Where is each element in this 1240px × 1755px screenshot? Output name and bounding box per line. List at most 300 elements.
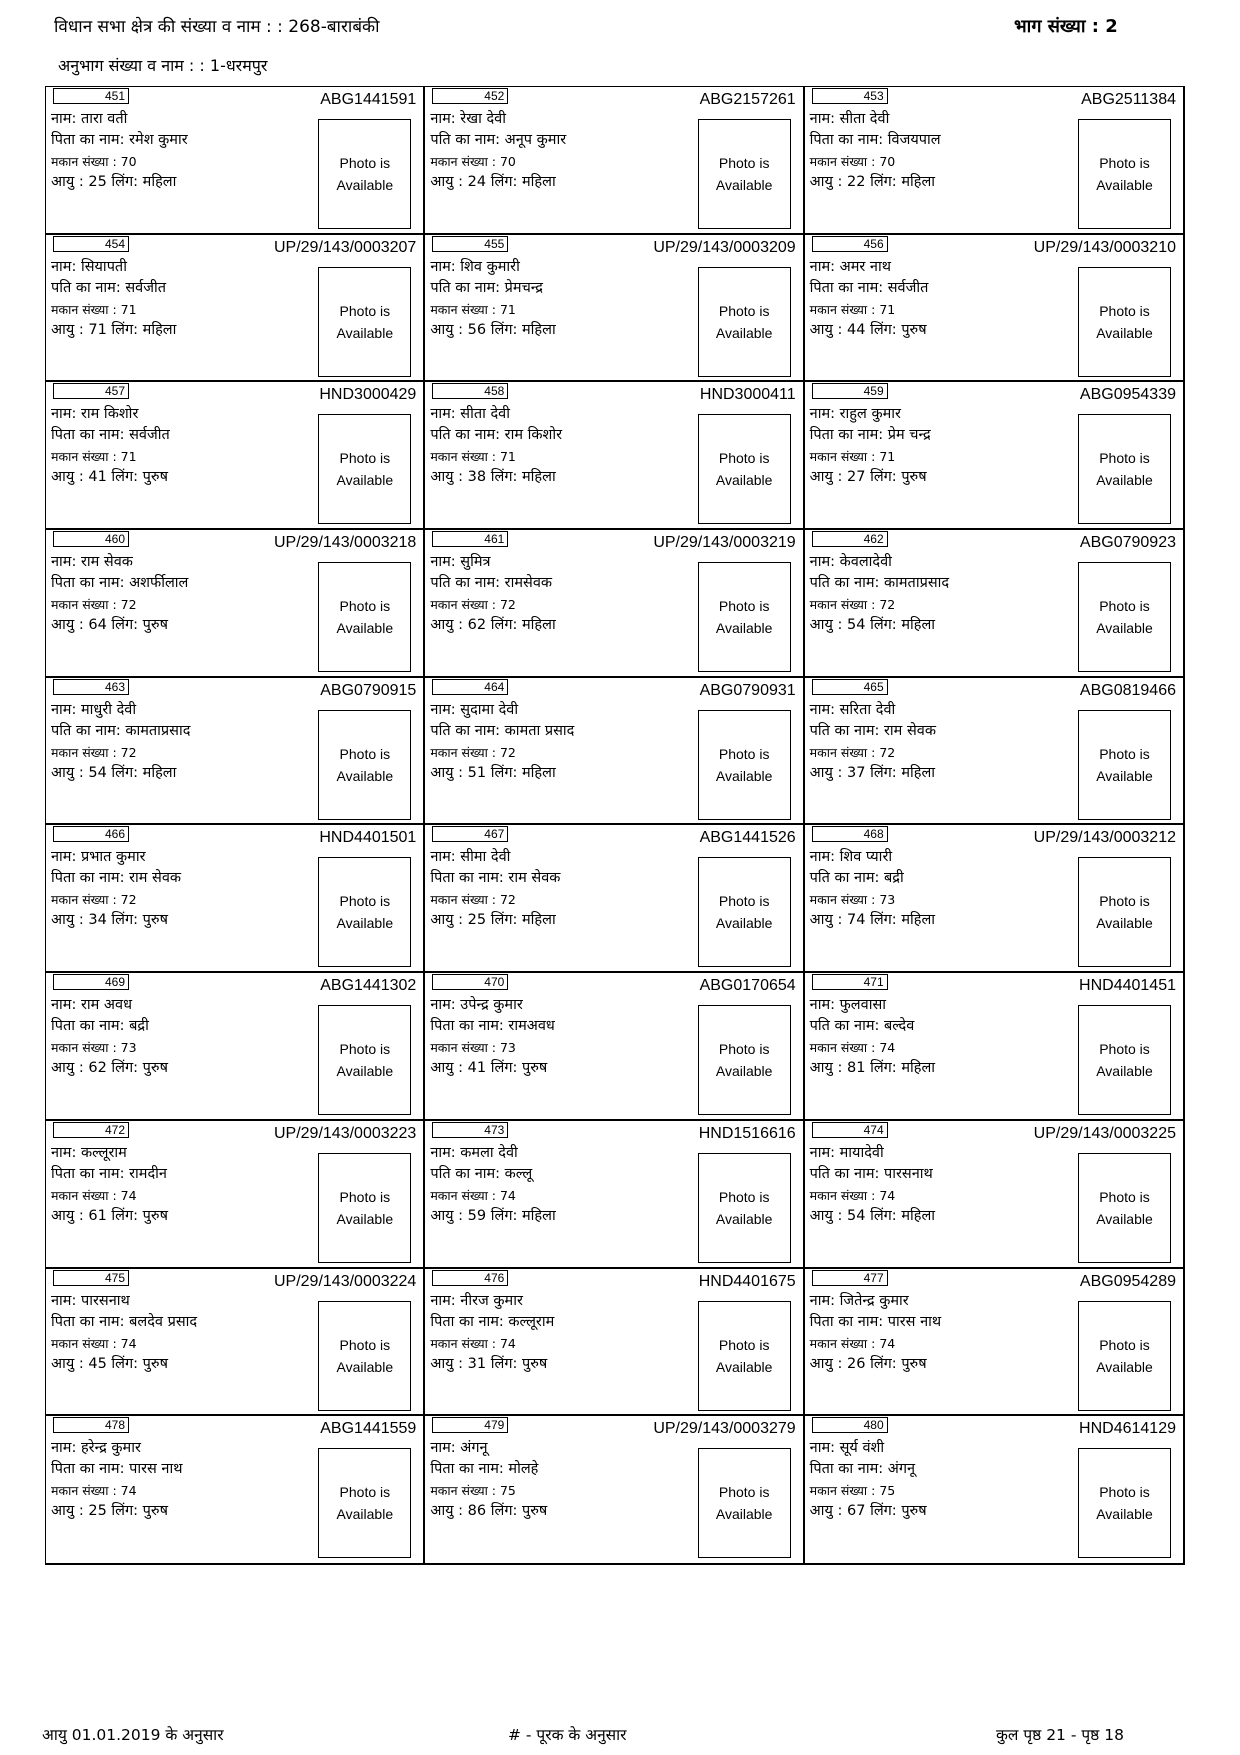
house-label: मकान संख्या :: [51, 892, 117, 908]
relation-label: पिता का नाम:: [51, 1313, 125, 1330]
age-label: आयु :: [430, 321, 464, 338]
house-number: 73: [499, 1040, 516, 1056]
name-label: नाम:: [51, 111, 77, 127]
relation-label: पति का नाम:: [430, 575, 501, 592]
age-label: आयु :: [809, 1207, 843, 1224]
voter-grid: [45, 86, 1185, 1565]
house-line: [51, 594, 188, 615]
name-label: नाम:: [51, 406, 77, 423]
relative-line: [51, 721, 190, 742]
voter-name: कमला देवी: [460, 1144, 518, 1161]
voter-details: [51, 109, 188, 193]
relative-line: [51, 1016, 168, 1037]
serial-number: 472: [53, 1122, 129, 1138]
house-line: [430, 1480, 547, 1501]
gender-label: लिंग:: [870, 764, 897, 781]
age-gender-line: [51, 1206, 168, 1227]
name-line: [810, 1438, 927, 1459]
house-number: 71: [879, 449, 896, 465]
voter-card: [425, 1121, 804, 1269]
age-gender-line: [51, 763, 190, 784]
gender-value: पुरुष: [521, 1355, 548, 1372]
epic-number: ABG0790915: [320, 681, 417, 699]
house-number: 74: [879, 1335, 896, 1351]
photo-text-line1: Photo is: [718, 598, 770, 615]
house-line: [430, 151, 566, 172]
section-title: अनुभाग संख्या व नाम : : 1-धरमपुर: [58, 56, 268, 75]
voter-name: फुलवासा: [839, 997, 887, 1014]
relation-label: पति का नाम:: [809, 722, 880, 739]
age-value: 54: [847, 1207, 866, 1224]
age-gender-line: [810, 1206, 935, 1227]
voter-card: [425, 1416, 804, 1564]
voter-card: [805, 973, 1184, 1121]
house-line: [430, 594, 555, 615]
photo-placeholder: [698, 857, 791, 967]
voter-details: [810, 1143, 935, 1227]
voter-card: [805, 1269, 1184, 1417]
age-gender-line: [430, 763, 574, 784]
house-line: [430, 1333, 554, 1354]
relative-line: [430, 1016, 555, 1037]
age-label: आयु :: [430, 1355, 464, 1372]
gender-value: पुरुष: [142, 1207, 168, 1224]
relation-label: पति का नाम:: [430, 279, 501, 296]
age-label: आयु :: [51, 1503, 84, 1520]
house-label: मकान संख्या :: [51, 744, 117, 760]
photo-placeholder: [1078, 857, 1171, 967]
age-value: 56: [467, 321, 487, 338]
age-value: 61: [88, 1207, 107, 1224]
photo-text-line2: Available: [1096, 324, 1153, 341]
gender-label: लिंग:: [490, 912, 518, 929]
relation-label: पति का नाम:: [51, 722, 121, 739]
name-label: नाम:: [430, 997, 456, 1014]
voter-card: [425, 825, 804, 973]
house-label: मकान संख्या :: [430, 1187, 496, 1203]
house-line: [810, 889, 935, 910]
age-value: 31: [467, 1355, 487, 1372]
age-gender-line: [430, 1354, 554, 1375]
name-line: [810, 404, 931, 425]
relation-label: पिता का नाम:: [809, 279, 884, 296]
voter-details: [430, 404, 562, 488]
age-value: 41: [467, 1060, 487, 1077]
voter-name: जितेन्द्र कुमार: [839, 1292, 909, 1309]
photo-text-line1: Photo is: [718, 1041, 770, 1058]
name-label: नाम:: [809, 701, 836, 718]
name-label: नाम:: [51, 1292, 77, 1309]
gender-value: महिला: [901, 174, 936, 190]
house-label: मकान संख्या :: [430, 154, 496, 169]
age-value: 22: [847, 174, 866, 190]
house-number: 72: [499, 597, 516, 613]
gender-value: महिला: [901, 1207, 936, 1224]
voter-name: सियापती: [80, 258, 127, 275]
age-gender-line: [810, 763, 936, 784]
photo-text-line2: Available: [1096, 620, 1153, 637]
relative-name: राम सेवक: [884, 722, 936, 739]
relation-label: पति का नाम:: [430, 722, 501, 739]
house-number: 75: [879, 1483, 896, 1499]
epic-number: HND4401501: [319, 829, 417, 847]
serial-number: 478: [53, 1417, 129, 1433]
photo-placeholder: [1078, 414, 1171, 524]
photo-placeholder: [318, 1153, 411, 1263]
age-gender-line: [810, 1058, 935, 1079]
gender-value: पुरुष: [901, 1503, 927, 1520]
voter-name: सरिता देवी: [839, 701, 896, 718]
age-value: 38: [467, 469, 487, 486]
serial-number: 479: [432, 1417, 508, 1433]
voter-card: [46, 825, 425, 973]
house-label: मकान संख्या :: [51, 449, 117, 465]
serial-number: 458: [432, 383, 508, 399]
relative-name: अंगनू: [887, 1461, 916, 1478]
gender-value: पुरुष: [142, 617, 168, 634]
photo-placeholder: [698, 414, 791, 524]
part-number: भाग संख्या : 2: [1014, 16, 1118, 37]
voter-details: [430, 552, 555, 636]
voter-name: रेखा देवी: [460, 111, 506, 127]
photo-text-line1: Photo is: [339, 1188, 391, 1205]
relative-name: प्रेम चन्द्र: [887, 427, 931, 444]
epic-number: UP/29/143/0003225: [1033, 1124, 1176, 1142]
name-label: नाम:: [809, 997, 836, 1014]
serial-number: 454: [53, 236, 129, 252]
name-label: नाम:: [430, 111, 456, 127]
name-line: [430, 995, 555, 1016]
name-line: [51, 1291, 197, 1312]
page-info: कुल पृष्ठ 21 - पृष्ठ 18: [996, 1726, 1124, 1744]
relative-name: रामदीन: [129, 1165, 167, 1182]
age-label: आयु :: [809, 764, 843, 781]
photo-placeholder: [1078, 710, 1171, 820]
house-number: 74: [120, 1483, 137, 1499]
photo-placeholder: [698, 1005, 791, 1115]
house-line: [430, 299, 555, 320]
house-line: [430, 742, 574, 763]
relative-name: अनूप कुमार: [504, 132, 567, 148]
epic-number: UP/29/143/0003218: [273, 534, 417, 552]
house-label: मकान संख्या :: [51, 154, 117, 169]
photo-text-line1: Photo is: [339, 598, 391, 615]
epic-number: ABG0790931: [699, 681, 796, 699]
voter-card: [46, 1269, 425, 1417]
photo-text-line1: Photo is: [1099, 893, 1150, 910]
gender-label: लिंग:: [490, 469, 518, 486]
name-line: [51, 1438, 183, 1459]
house-number: 73: [120, 1040, 137, 1056]
relative-name: बल्देव: [884, 1018, 915, 1035]
house-number: 72: [879, 597, 896, 613]
age-value: 67: [847, 1503, 866, 1520]
relation-label: पिता का नाम:: [51, 1461, 125, 1478]
name-label: नाम:: [430, 406, 456, 423]
gender-value: महिला: [521, 321, 556, 338]
voter-card: [805, 235, 1184, 383]
serial-number: 465: [812, 679, 888, 695]
voter-details: [810, 257, 929, 341]
name-line: [51, 700, 190, 721]
gender-value: महिला: [521, 174, 556, 190]
age-label: आयु :: [51, 1207, 84, 1224]
epic-number: UP/29/143/0003209: [653, 238, 796, 256]
relative-name: सर्वजीत: [887, 279, 929, 296]
serial-number: 451: [53, 88, 129, 104]
photo-text-line2: Available: [715, 1063, 773, 1080]
age-gender-line: [810, 320, 929, 341]
age-label: आयु :: [51, 764, 84, 781]
photo-text-line1: Photo is: [339, 155, 391, 171]
gender-label: लिंग:: [870, 912, 897, 929]
name-label: नाम:: [51, 1440, 77, 1457]
name-line: [810, 552, 949, 573]
age-reference-note: आयु 01.01.2019 के अनुसार: [42, 1726, 224, 1744]
photo-text-line1: Photo is: [718, 302, 770, 319]
photo-placeholder: [698, 1301, 791, 1411]
photo-placeholder: [318, 857, 411, 967]
house-line: [430, 1037, 555, 1058]
voter-name: शिव कुमारी: [460, 258, 520, 275]
photo-placeholder: [698, 267, 791, 377]
epic-number: UP/29/143/0003219: [653, 534, 796, 552]
relation-label: पति का नाम:: [430, 1165, 501, 1182]
age-label: आयु :: [51, 469, 84, 486]
gender-label: लिंग:: [490, 321, 518, 338]
photo-placeholder: [698, 1448, 791, 1558]
gender-label: लिंग:: [111, 469, 139, 486]
photo-text-line2: Available: [715, 1210, 773, 1227]
photo-placeholder: [1078, 1153, 1171, 1263]
house-label: मकान संख्या :: [51, 301, 117, 317]
epic-number: ABG1441526: [699, 829, 796, 847]
relative-line: [810, 1459, 927, 1480]
voter-details: [430, 109, 566, 193]
relation-label: पिता का नाम:: [51, 1018, 125, 1035]
relation-label: पिता का नाम:: [51, 870, 125, 887]
house-number: 74: [879, 1040, 896, 1056]
age-value: 54: [847, 617, 866, 634]
house-line: [430, 1185, 555, 1206]
photo-text-line2: Available: [715, 177, 773, 193]
voter-card: [805, 382, 1184, 530]
house-label: मकान संख्या :: [809, 1040, 876, 1056]
voter-details: [51, 257, 176, 341]
serial-number: 475: [53, 1270, 129, 1286]
voter-card: [805, 678, 1184, 826]
voter-details: [51, 1143, 168, 1227]
house-line: [51, 889, 181, 910]
gender-label: लिंग:: [490, 1207, 518, 1224]
name-line: [810, 257, 929, 278]
age-gender-line: [810, 615, 949, 636]
photo-text-line1: Photo is: [718, 155, 770, 171]
relative-name: कल्लू: [504, 1165, 533, 1182]
house-number: 70: [120, 154, 137, 169]
photo-text-line2: Available: [715, 1358, 773, 1375]
relation-label: पिता का नाम:: [430, 1461, 504, 1478]
serial-number: 473: [432, 1122, 508, 1138]
name-line: [51, 847, 181, 868]
epic-number: HND3000429: [319, 386, 417, 404]
relation-label: पति का नाम:: [51, 279, 121, 296]
age-gender-line: [430, 615, 555, 636]
epic-number: HND1516616: [698, 1124, 796, 1142]
relation-label: पति का नाम:: [430, 132, 501, 148]
photo-text-line1: Photo is: [339, 1484, 391, 1501]
photo-text-line2: Available: [336, 915, 394, 932]
name-label: नाम:: [809, 406, 836, 423]
name-label: नाम:: [430, 554, 456, 571]
age-gender-line: [810, 1501, 927, 1522]
name-label: नाम:: [51, 554, 77, 571]
relation-label: पिता का नाम:: [809, 1313, 884, 1330]
photo-text-line1: Photo is: [718, 1188, 770, 1205]
relation-label: पिता का नाम:: [51, 575, 125, 592]
relative-name: विजयपाल: [887, 132, 941, 148]
voter-name: केवलादेवी: [839, 554, 892, 571]
voter-name: सीमा देवी: [460, 849, 511, 866]
age-gender-line: [430, 910, 560, 931]
house-line: [810, 1333, 942, 1354]
house-label: मकान संख्या :: [51, 1040, 117, 1056]
voter-card: [805, 1121, 1184, 1269]
relative-name: राम सेवक: [508, 870, 561, 887]
voter-name: राहुल कुमार: [839, 406, 901, 423]
relative-name: पारस नाथ: [887, 1313, 942, 1330]
photo-text-line2: Available: [336, 1063, 394, 1080]
relative-name: अशर्फीलाल: [129, 575, 189, 592]
photo-text-line2: Available: [1096, 1506, 1153, 1523]
house-label: मकान संख्या :: [809, 597, 876, 613]
age-value: 34: [88, 912, 107, 929]
relative-line: [430, 130, 566, 151]
relative-name: कामताप्रसाद: [125, 722, 191, 739]
photo-text-line1: Photo is: [1099, 302, 1150, 319]
gender-label: लिंग:: [111, 912, 139, 929]
voter-details: [810, 552, 949, 636]
gender-label: लिंग:: [111, 321, 139, 338]
house-line: [810, 1037, 935, 1058]
voter-name: राम किशोर: [80, 406, 139, 423]
gender-value: महिला: [142, 321, 177, 338]
name-line: [810, 995, 935, 1016]
gender-value: महिला: [142, 764, 177, 781]
age-label: आयु :: [51, 1060, 84, 1077]
epic-number: ABG0170654: [699, 977, 796, 995]
photo-text-line1: Photo is: [718, 1336, 770, 1353]
age-value: 51: [467, 764, 487, 781]
serial-number: 464: [432, 679, 508, 695]
house-line: [810, 594, 949, 615]
epic-number: UP/29/143/0003279: [653, 1420, 796, 1438]
voter-details: [51, 847, 181, 931]
relative-line: [51, 1164, 168, 1185]
relative-line: [51, 278, 176, 299]
house-label: मकान संख्या :: [809, 892, 876, 908]
relative-name: बद्री: [129, 1018, 149, 1035]
photo-text-line2: Available: [336, 767, 394, 784]
name-label: नाम:: [809, 849, 836, 866]
photo-text-line1: Photo is: [339, 450, 391, 467]
gender-label: लिंग:: [870, 174, 897, 190]
constituency-title: विधान सभा क्षेत्र की संख्या व नाम : : 268-बाराबंकी: [54, 17, 380, 37]
photo-text-line1: Photo is: [1099, 1336, 1150, 1353]
voter-details: [51, 1438, 183, 1522]
house-number: 71: [499, 301, 516, 317]
name-line: [430, 1438, 547, 1459]
age-value: 62: [88, 1060, 107, 1077]
voter-details: [51, 404, 170, 488]
epic-number: UP/29/143/0003207: [273, 238, 417, 256]
age-label: आयु :: [430, 912, 464, 929]
house-number: 71: [499, 449, 516, 465]
age-value: 44: [847, 321, 866, 338]
serial-number: 452: [432, 88, 508, 104]
relation-label: पिता का नाम:: [430, 870, 504, 887]
name-line: [430, 552, 555, 573]
gender-value: पुरुष: [142, 912, 168, 929]
name-line: [430, 1143, 555, 1164]
age-gender-line: [51, 467, 170, 488]
age-label: आयु :: [809, 1060, 843, 1077]
relative-name: कल्लूराम: [508, 1313, 555, 1330]
house-number: 74: [499, 1187, 516, 1203]
age-gender-line: [430, 172, 566, 193]
house-label: मकान संख्या :: [430, 597, 496, 613]
photo-text-line1: Photo is: [339, 745, 391, 762]
house-number: 72: [120, 597, 137, 613]
serial-number: 456: [812, 236, 888, 252]
voter-details: [51, 552, 188, 636]
age-value: 25: [88, 1503, 107, 1520]
age-label: आयु :: [430, 1207, 464, 1224]
photo-text-line1: Photo is: [339, 1041, 391, 1058]
serial-number: 467: [432, 826, 508, 842]
house-number: 72: [120, 744, 137, 760]
photo-placeholder: [698, 562, 791, 672]
photo-text-line2: Available: [1096, 177, 1153, 193]
age-gender-line: [51, 1501, 183, 1522]
voter-card: [46, 382, 425, 530]
gender-value: महिला: [901, 617, 936, 634]
voter-card: [425, 382, 804, 530]
house-label: मकान संख्या :: [51, 1483, 117, 1499]
house-label: मकान संख्या :: [430, 892, 496, 908]
relative-name: मोलहे: [508, 1461, 539, 1478]
gender-label: लिंग:: [490, 1060, 518, 1077]
name-label: नाम:: [430, 849, 456, 866]
house-number: 72: [120, 892, 137, 908]
photo-text-line1: Photo is: [718, 450, 770, 467]
voter-name: मायादेवी: [839, 1144, 884, 1161]
photo-placeholder: [1078, 562, 1171, 672]
relative-line: [810, 868, 935, 889]
house-label: मकान संख्या :: [430, 301, 496, 317]
house-label: मकान संख्या :: [809, 1483, 876, 1499]
epic-number: ABG0954289: [1079, 1272, 1176, 1290]
relative-line: [810, 1016, 935, 1037]
voter-details: [430, 1143, 555, 1227]
age-value: 59: [467, 1207, 487, 1224]
voter-name: सूर्य वंशी: [839, 1440, 885, 1457]
relative-line: [430, 425, 562, 446]
age-label: आयु :: [809, 617, 843, 634]
photo-placeholder: [1078, 267, 1171, 377]
house-line: [430, 446, 562, 467]
relative-line: [430, 278, 555, 299]
